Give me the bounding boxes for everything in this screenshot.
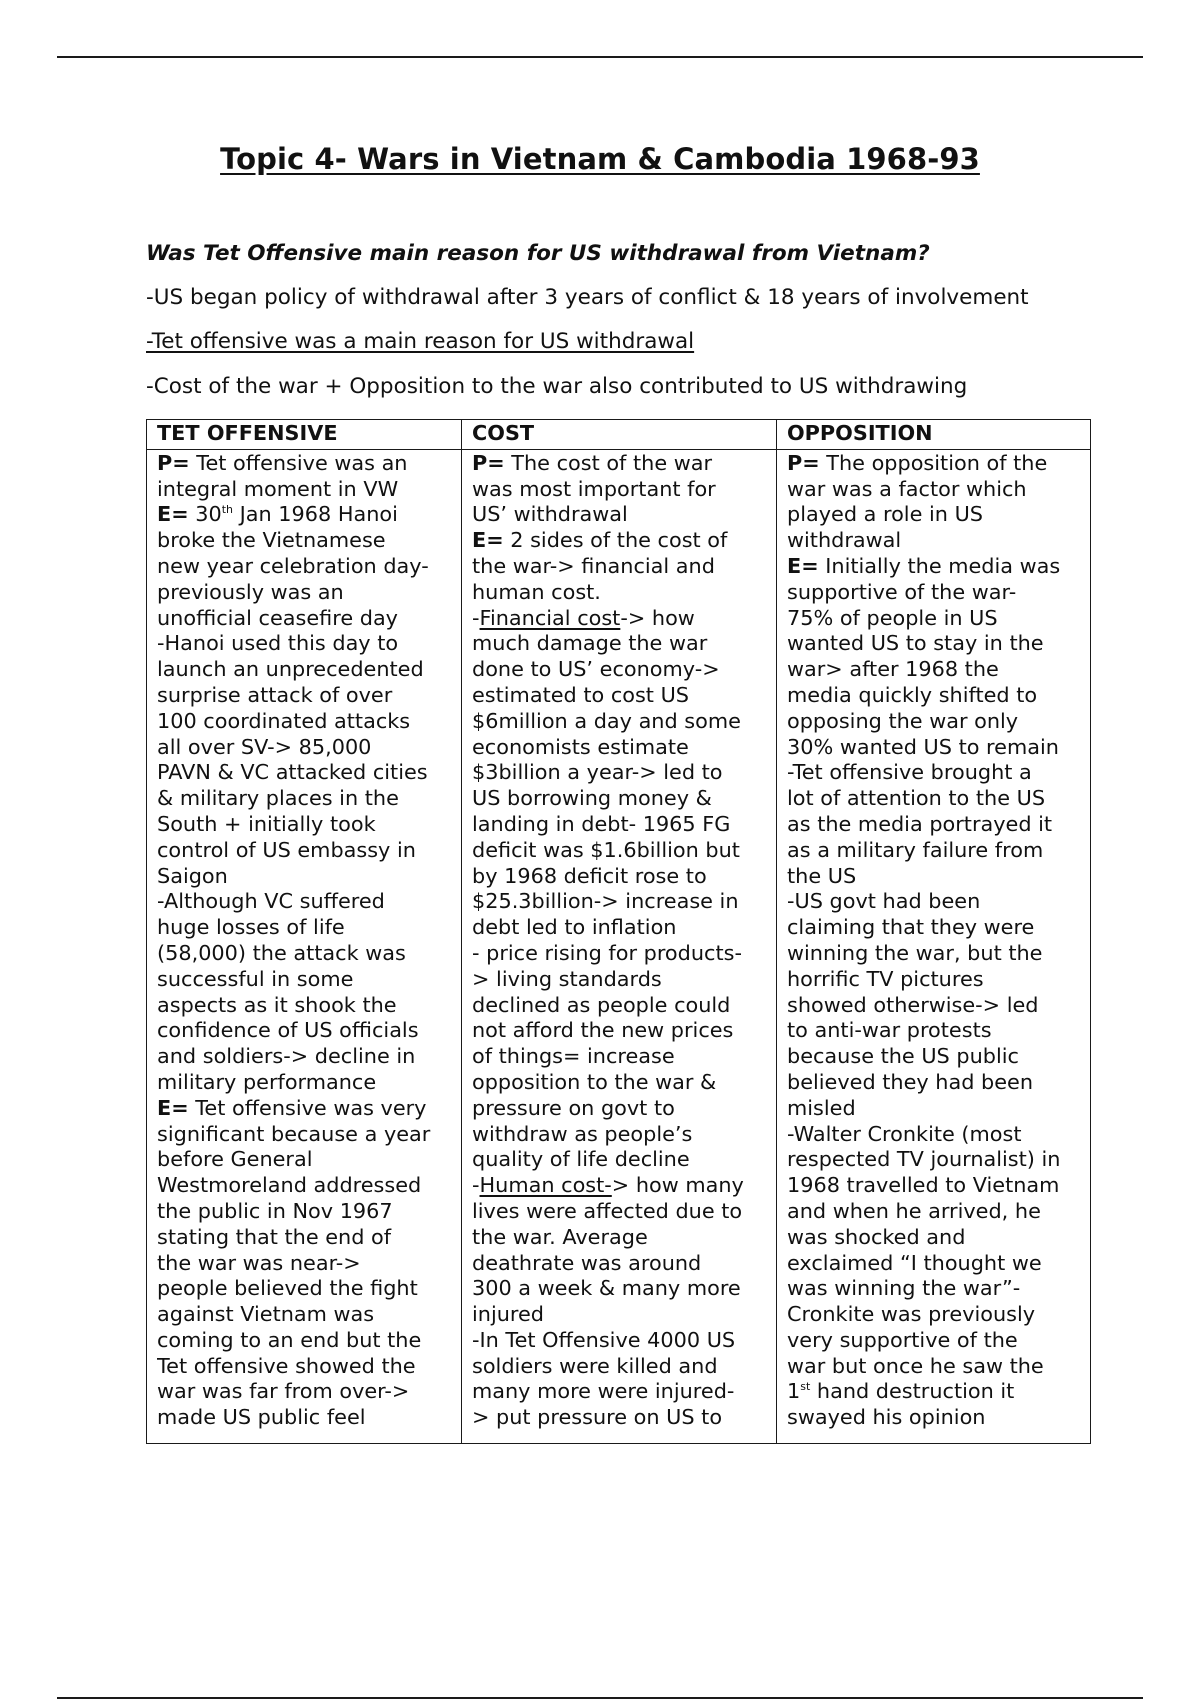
point-marker: P= <box>157 450 190 475</box>
cell-line <box>157 941 461 967</box>
cell-line <box>157 631 461 657</box>
text-run: -US govt had been <box>787 889 981 914</box>
cell-line <box>472 580 776 606</box>
cell-line <box>472 889 776 915</box>
ordinal-suffix: th <box>221 503 234 517</box>
cell-line <box>157 554 461 580</box>
cell-line <box>472 657 776 683</box>
cell-line <box>472 1354 776 1380</box>
cell-line <box>787 1070 1090 1096</box>
intro-line-cost-opposition: -Cost of the war + Opposition to the war also contributed to US withdrawing <box>146 374 968 399</box>
text-run: The cost of the war <box>504 450 713 475</box>
header-opposition: OPPOSITION <box>777 420 1091 450</box>
cell-line <box>787 1122 1090 1148</box>
text-run: not afford the new prices <box>472 1018 734 1043</box>
cell-line <box>787 502 1090 528</box>
text-run: much damage the war <box>472 631 708 656</box>
text-run: unofficial ceasefire day <box>157 605 398 630</box>
cell-line <box>472 915 776 941</box>
text-run: quality of life decline <box>472 1147 690 1172</box>
text-run: the public in Nov 1967 <box>157 1198 393 1223</box>
text-run: before General <box>157 1147 313 1172</box>
cell-line <box>787 1199 1090 1225</box>
text-run: against Vietnam was <box>157 1302 375 1327</box>
text-run: 2 sides of the cost of <box>503 528 728 553</box>
text-run: control of US embassy in <box>157 837 416 862</box>
text-run: > how many <box>611 1173 744 1198</box>
text-run: was winning the war”- <box>787 1276 1021 1301</box>
cell-line <box>157 786 461 812</box>
cell-line <box>787 683 1090 709</box>
text-run: hand destruction it <box>810 1379 1015 1404</box>
section-question: Was Tet Offensive main reason for US withdrawal from Vietnam? <box>146 241 930 266</box>
text-run: by 1968 deficit rose to <box>472 863 707 888</box>
cell-line <box>472 1405 776 1431</box>
cell-line <box>157 760 461 786</box>
text-run: surprise attack of over <box>157 682 393 707</box>
text-run: showed otherwise-> led <box>787 992 1039 1017</box>
cell-line <box>472 554 776 580</box>
cell-line <box>787 1276 1090 1302</box>
cell-line <box>472 606 776 632</box>
text-run: people believed the fight <box>157 1276 418 1301</box>
text-run: -Although VC suffered <box>157 889 385 914</box>
cell-line <box>787 838 1090 864</box>
cell-line <box>787 451 1090 477</box>
text-run: huge losses of life <box>157 915 345 940</box>
cell-line <box>157 580 461 606</box>
cell-line <box>787 1379 1090 1405</box>
cell-line <box>157 915 461 941</box>
cell-line <box>787 554 1090 580</box>
cell-line <box>472 993 776 1019</box>
point-marker: E= <box>787 553 819 578</box>
cell-line <box>157 1302 461 1328</box>
cell-line <box>472 451 776 477</box>
cell-line <box>787 735 1090 761</box>
text-run: wanted US to stay in the <box>787 631 1044 656</box>
cell-line <box>157 838 461 864</box>
text-run: US borrowing money & <box>472 786 712 811</box>
text-run: the war. Average <box>472 1224 648 1249</box>
cell-line <box>157 1354 461 1380</box>
cell-line <box>472 1328 776 1354</box>
text-run: the US <box>787 863 857 888</box>
text-run: was shocked and <box>787 1224 966 1249</box>
text-run: deathrate was around <box>472 1250 702 1275</box>
text-run: pressure on govt to <box>472 1095 675 1120</box>
cell-line <box>157 967 461 993</box>
text-run: Initially the media was <box>818 553 1061 578</box>
text-run: new year celebration day- <box>157 553 429 578</box>
cell-line <box>157 1096 461 1122</box>
text-run: Tet offensive showed the <box>157 1353 416 1378</box>
header-cost: COST <box>462 420 777 450</box>
cell-line <box>787 1044 1090 1070</box>
text-run: confidence of US officials <box>157 1018 419 1043</box>
intro-line-withdrawal-policy: -US began policy of withdrawal after 3 years of conflict & 18 years of involvement <box>146 285 1029 310</box>
cell-line <box>472 1044 776 1070</box>
cell-line <box>157 709 461 735</box>
table-body-row <box>147 449 1091 1443</box>
cell-line <box>472 631 776 657</box>
text-run: done to US’ economy-> <box>472 657 720 682</box>
text-run: aspects as it shook the <box>157 992 397 1017</box>
text-run: withdraw as people’s <box>472 1121 693 1146</box>
text-run: soldiers were killed and <box>472 1353 718 1378</box>
text-run: and soldiers-> decline in <box>157 1044 416 1069</box>
cell-line <box>787 993 1090 1019</box>
text-run: and when he arrived, he <box>787 1198 1041 1223</box>
cell-line <box>157 812 461 838</box>
text-run: the war was near-> <box>157 1250 361 1275</box>
text-run: as a military failure from <box>787 837 1044 862</box>
text-run: significant because a year <box>157 1121 431 1146</box>
text-run: & military places in the <box>157 786 399 811</box>
cell-line <box>472 1276 776 1302</box>
cell-line <box>472 1251 776 1277</box>
text-run: swayed his opinion <box>787 1405 986 1430</box>
text-run: - <box>472 1173 480 1198</box>
text-run: Cronkite was previously <box>787 1302 1036 1327</box>
header-tet-offensive: TET OFFENSIVE <box>147 420 462 450</box>
text-run: -In Tet Offensive 4000 US <box>472 1327 736 1352</box>
text-run: made US public feel <box>157 1405 366 1430</box>
cell-line <box>787 606 1090 632</box>
cell-line <box>157 1405 461 1431</box>
point-marker: E= <box>157 1095 189 1120</box>
text-run: landing in debt- 1965 FG <box>472 811 731 836</box>
cell-line <box>472 735 776 761</box>
cell-line <box>157 451 461 477</box>
text-run: $3billion a year-> led to <box>472 760 723 785</box>
column-tet-offensive <box>147 449 462 1443</box>
cell-line <box>787 941 1090 967</box>
text-run: human cost. <box>472 579 601 604</box>
cell-line <box>787 760 1090 786</box>
text-run: injured <box>472 1302 545 1327</box>
cell-line <box>787 631 1090 657</box>
text-run: war was a factor which <box>787 476 1027 501</box>
cell-line <box>472 1302 776 1328</box>
text-run: withdrawal <box>787 528 902 553</box>
cell-line <box>157 606 461 632</box>
cell-line <box>787 915 1090 941</box>
cell-line <box>157 1147 461 1173</box>
text-run: opposing the war only <box>787 708 1019 733</box>
text-run: exclaimed “I thought we <box>787 1250 1042 1275</box>
text-run: The opposition of the <box>819 450 1048 475</box>
text-run: 30 <box>188 502 222 527</box>
cell-line <box>472 1122 776 1148</box>
underlined-term: Human cost- <box>479 1173 612 1198</box>
text-run: Saigon <box>157 863 228 888</box>
cell-line <box>787 1173 1090 1199</box>
cell-line <box>472 1225 776 1251</box>
cell-line <box>157 1379 461 1405</box>
cell-line <box>787 1147 1090 1173</box>
point-marker: P= <box>787 450 820 475</box>
cell-line <box>787 1328 1090 1354</box>
text-run: very supportive of the <box>787 1327 1018 1352</box>
text-run: 75% of people in US <box>787 605 998 630</box>
cell-line <box>472 477 776 503</box>
text-run: successful in some <box>157 966 354 991</box>
text-run: media quickly shifted to <box>787 682 1038 707</box>
text-run: stating that the end of <box>157 1224 392 1249</box>
cell-line <box>157 657 461 683</box>
cell-line <box>787 889 1090 915</box>
text-run: -> how <box>620 605 695 630</box>
cell-line <box>157 993 461 1019</box>
cell-line <box>472 1096 776 1122</box>
text-run: > put pressure on US to <box>472 1405 723 1430</box>
cell-line <box>157 889 461 915</box>
cell-line <box>157 1044 461 1070</box>
cell-line <box>472 1199 776 1225</box>
cell-line <box>157 1225 461 1251</box>
cell-line <box>787 657 1090 683</box>
text-run: 100 coordinated attacks <box>157 708 411 733</box>
text-run: as the media portrayed it <box>787 811 1053 836</box>
footer-rule <box>57 1697 1143 1699</box>
text-run: claiming that they were <box>787 915 1035 940</box>
text-run: US’ withdrawal <box>472 502 628 527</box>
text-run: horrific TV pictures <box>787 966 984 991</box>
text-run: lives were affected due to <box>472 1198 743 1223</box>
text-run: previously was an <box>157 579 344 604</box>
cell-line <box>787 1354 1090 1380</box>
cell-line <box>787 967 1090 993</box>
cell-line <box>472 1379 776 1405</box>
cell-line <box>472 812 776 838</box>
text-run: $25.3billion-> increase in <box>472 889 739 914</box>
cell-line <box>157 1070 461 1096</box>
text-run: of things= increase <box>472 1044 675 1069</box>
cell-line <box>157 1251 461 1277</box>
cell-line <box>787 528 1090 554</box>
underlined-term: Financial cost <box>479 605 621 630</box>
cell-line <box>472 1018 776 1044</box>
cell-line <box>787 864 1090 890</box>
text-run: Tet offensive was an <box>189 450 408 475</box>
text-run: (58,000) the attack was <box>157 940 406 965</box>
cell-line <box>787 477 1090 503</box>
cell-line <box>157 1199 461 1225</box>
cell-line <box>472 838 776 864</box>
table-header-row <box>147 420 1091 450</box>
cell-line <box>472 786 776 812</box>
cell-line <box>787 1251 1090 1277</box>
cell-line <box>157 528 461 554</box>
factors-table <box>146 419 1091 1444</box>
text-run: played a role in US <box>787 502 983 527</box>
text-run: PAVN & VC attacked cities <box>157 760 428 785</box>
text-run: lot of attention to the US <box>787 786 1046 811</box>
cell-line <box>472 528 776 554</box>
text-run: $6million a day and some <box>472 708 741 733</box>
cell-line <box>787 1302 1090 1328</box>
cell-line <box>472 683 776 709</box>
text-run: integral moment in VW <box>157 476 399 501</box>
text-run: - price rising for products- <box>472 940 742 965</box>
text-run: -Tet offensive brought a <box>787 760 1032 785</box>
cell-line <box>472 1070 776 1096</box>
cell-line <box>157 1018 461 1044</box>
text-run: Jan 1968 Hanoi <box>233 502 398 527</box>
cell-line <box>157 502 461 528</box>
text-run: misled <box>787 1095 856 1120</box>
text-run: coming to an end but the <box>157 1327 422 1352</box>
text-run: winning the war, but the <box>787 940 1043 965</box>
header-rule <box>57 56 1143 58</box>
cell-line <box>157 683 461 709</box>
text-run: military performance <box>157 1069 377 1094</box>
cell-line <box>787 1096 1090 1122</box>
cell-line <box>787 709 1090 735</box>
text-run: war> after 1968 the <box>787 657 999 682</box>
cell-line <box>787 1225 1090 1251</box>
cell-line <box>787 1405 1090 1431</box>
text-run: economists estimate <box>472 734 689 759</box>
column-cost <box>462 449 777 1443</box>
text-run: -Hanoi used this day to <box>157 631 399 656</box>
text-run: broke the Vietnamese <box>157 528 386 553</box>
cell-line <box>157 1276 461 1302</box>
text-run: respected TV journalist) in <box>787 1147 1061 1172</box>
text-run: Tet offensive was very <box>188 1095 427 1120</box>
text-run: debt led to inflation <box>472 915 677 940</box>
text-run: opposition to the war & <box>472 1069 717 1094</box>
cell-line <box>787 580 1090 606</box>
text-run: because the US public <box>787 1044 1019 1069</box>
cell-line <box>157 1122 461 1148</box>
point-marker: P= <box>472 450 505 475</box>
text-run: many more were injured- <box>472 1379 735 1404</box>
text-run: declined as people could <box>472 992 731 1017</box>
text-run: 300 a week & many more <box>472 1276 741 1301</box>
text-run: 1968 travelled to Vietnam <box>787 1173 1060 1198</box>
cell-line <box>157 864 461 890</box>
text-run: South + initially took <box>157 811 376 836</box>
column-opposition <box>777 449 1091 1443</box>
text-run: was most important for <box>472 476 716 501</box>
text-run: war was far from over-> <box>157 1379 410 1404</box>
cell-line <box>787 786 1090 812</box>
ordinal-suffix: st <box>800 1380 811 1394</box>
text-run: - <box>472 605 480 630</box>
cell-line <box>472 1173 776 1199</box>
text-run: 1 <box>787 1379 801 1404</box>
cell-line <box>787 1018 1090 1044</box>
text-run: war but once he saw the <box>787 1353 1044 1378</box>
text-run: 30% wanted US to remain <box>787 734 1059 759</box>
page-title: Topic 4- Wars in Vietnam & Cambodia 1968-93 <box>220 142 980 176</box>
cell-line <box>157 477 461 503</box>
cell-line <box>472 864 776 890</box>
point-marker: E= <box>157 502 189 527</box>
text-run: -Walter Cronkite (most <box>787 1121 1022 1146</box>
point-marker: E= <box>472 528 504 553</box>
text-run: all over SV-> 85,000 <box>157 734 372 759</box>
cell-line <box>157 735 461 761</box>
text-run: believed they had been <box>787 1069 1034 1094</box>
cell-line <box>472 1147 776 1173</box>
cell-line <box>472 502 776 528</box>
cell-line <box>472 709 776 735</box>
text-run: launch an unprecedented <box>157 657 424 682</box>
text-run: estimated to cost US <box>472 682 689 707</box>
text-run: the war-> financial and <box>472 553 715 578</box>
text-run: > living standards <box>472 966 662 991</box>
cell-line <box>472 760 776 786</box>
cell-line <box>157 1173 461 1199</box>
cell-line <box>472 941 776 967</box>
cell-line <box>787 812 1090 838</box>
text-run: supportive of the war- <box>787 579 1017 604</box>
text-run: to anti-war protests <box>787 1018 992 1043</box>
text-run: deficit was $1.6billion but <box>472 837 740 862</box>
cell-line <box>472 967 776 993</box>
intro-line-tet-main-reason: -Tet offensive was a main reason for US withdrawal <box>146 329 695 354</box>
text-run: Westmoreland addressed <box>157 1173 422 1198</box>
cell-line <box>157 1328 461 1354</box>
